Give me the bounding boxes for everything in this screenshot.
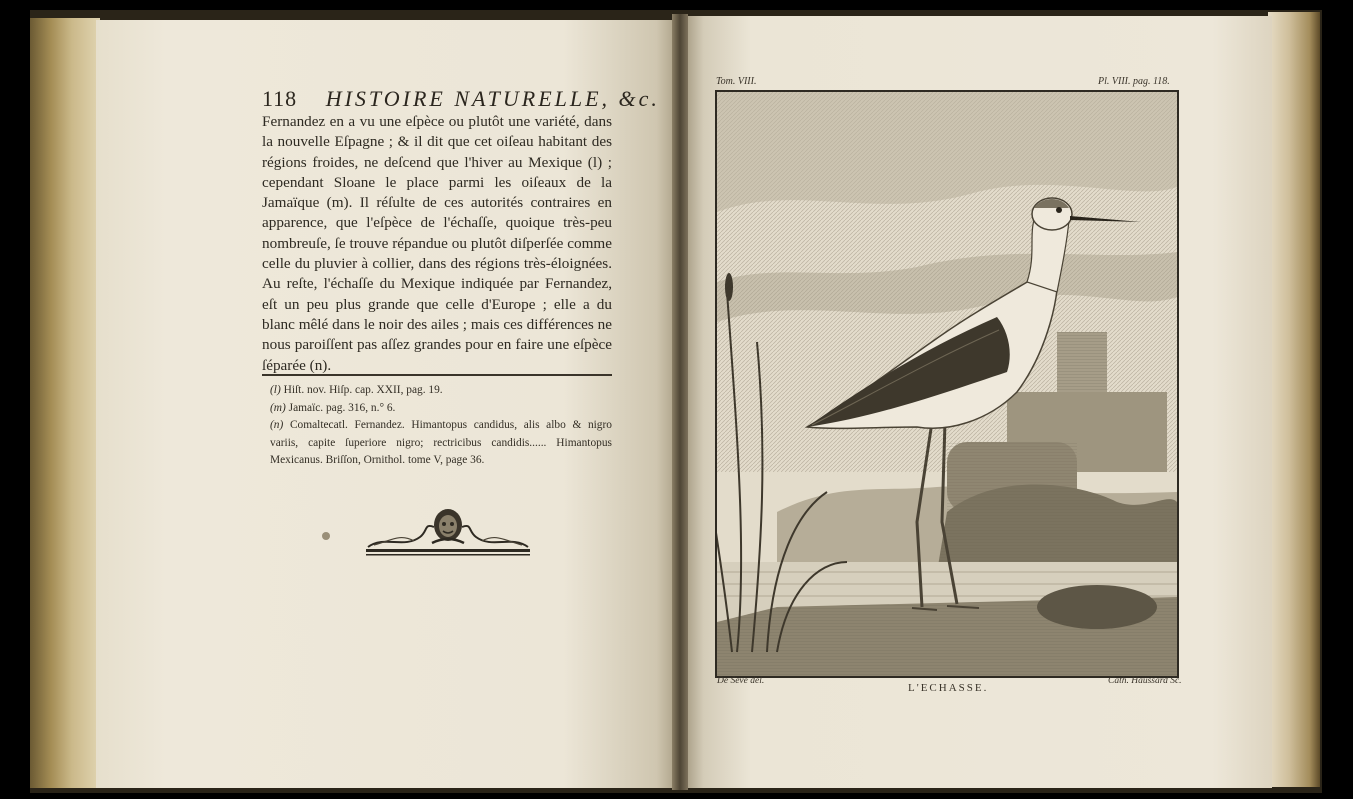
body-paragraph	[262, 112, 612, 376]
left-page-edges	[30, 18, 100, 788]
footnote-text: Comaltecatl. Fernandez. Himantopus candidus, alis albo & nigro variis, capite ſuperiore nigro; rectricibus candidis...... Himantopus Mexicanus. Briſſon, Ornithol. tome V, page 36.	[270, 419, 612, 466]
page-number: 118	[262, 86, 298, 111]
book-gutter	[672, 14, 688, 790]
footnote-rule	[262, 374, 612, 376]
footnote-mark: (l)	[270, 384, 281, 396]
volume-label: Tom. VIII.	[716, 76, 757, 87]
footnote-text: Jamaïc. pag. 316, n.° 6.	[288, 401, 396, 414]
engraver-credit: Cath. Haussard Sc.	[1108, 676, 1182, 686]
paragraph-text: Fernandez en a vu une eſpèce ou plutôt une variété, dans la nouvelle Eſpagne ; & il dit que cet oiſeau habitant des régions froides, ne deſcend que l'hiver au Mexique (l) ; cependant Sloane le place parmi les oiſeaux de la Jamaïque (m). Il réſulte de ces autorités contraires en apparence, que l'eſpèce de l'échaſſe, quoique très-peu nombreuſe, ſe trouve répandue ou plutôt diſperſée comme celle du pluvier à collier, dans des régions très-éloignées. Au reſte, l'échaſſe du Mexique indiquée par Fernandez, eſt un peu plus grande que celle d'Europe ; elle a du blanc mêlé dans le noir des ailes ; mais ces différences ne nous paroiſſent pas aſſez grandes pour en faire une eſpèce ſéparée (n).	[262, 113, 612, 374]
footnotes	[270, 382, 612, 470]
footnote-m	[270, 400, 612, 418]
plate-caption: L'ECHASSE.	[908, 682, 989, 694]
stilt-bird-engraving-icon	[717, 92, 1177, 676]
footnote-mark: (n)	[270, 419, 284, 431]
tailpiece-ornament-icon	[364, 505, 532, 560]
artist-credit: De Seve del.	[717, 676, 765, 686]
engraving-plate	[715, 90, 1179, 678]
footnote-text: Hiſt. nov. Hiſp. cap. XXII, pag. 19.	[283, 384, 443, 396]
footnote-mark: (m)	[270, 401, 286, 414]
footnote-n	[270, 417, 612, 470]
ink-spot	[322, 532, 330, 540]
plate-reference: Pl. VIII. pag. 118.	[1098, 76, 1170, 87]
running-title: HISTOIRE NATURELLE, &c.	[325, 86, 660, 111]
footnote-l	[270, 382, 612, 400]
right-page-edges	[1268, 12, 1320, 787]
running-header	[262, 86, 660, 112]
